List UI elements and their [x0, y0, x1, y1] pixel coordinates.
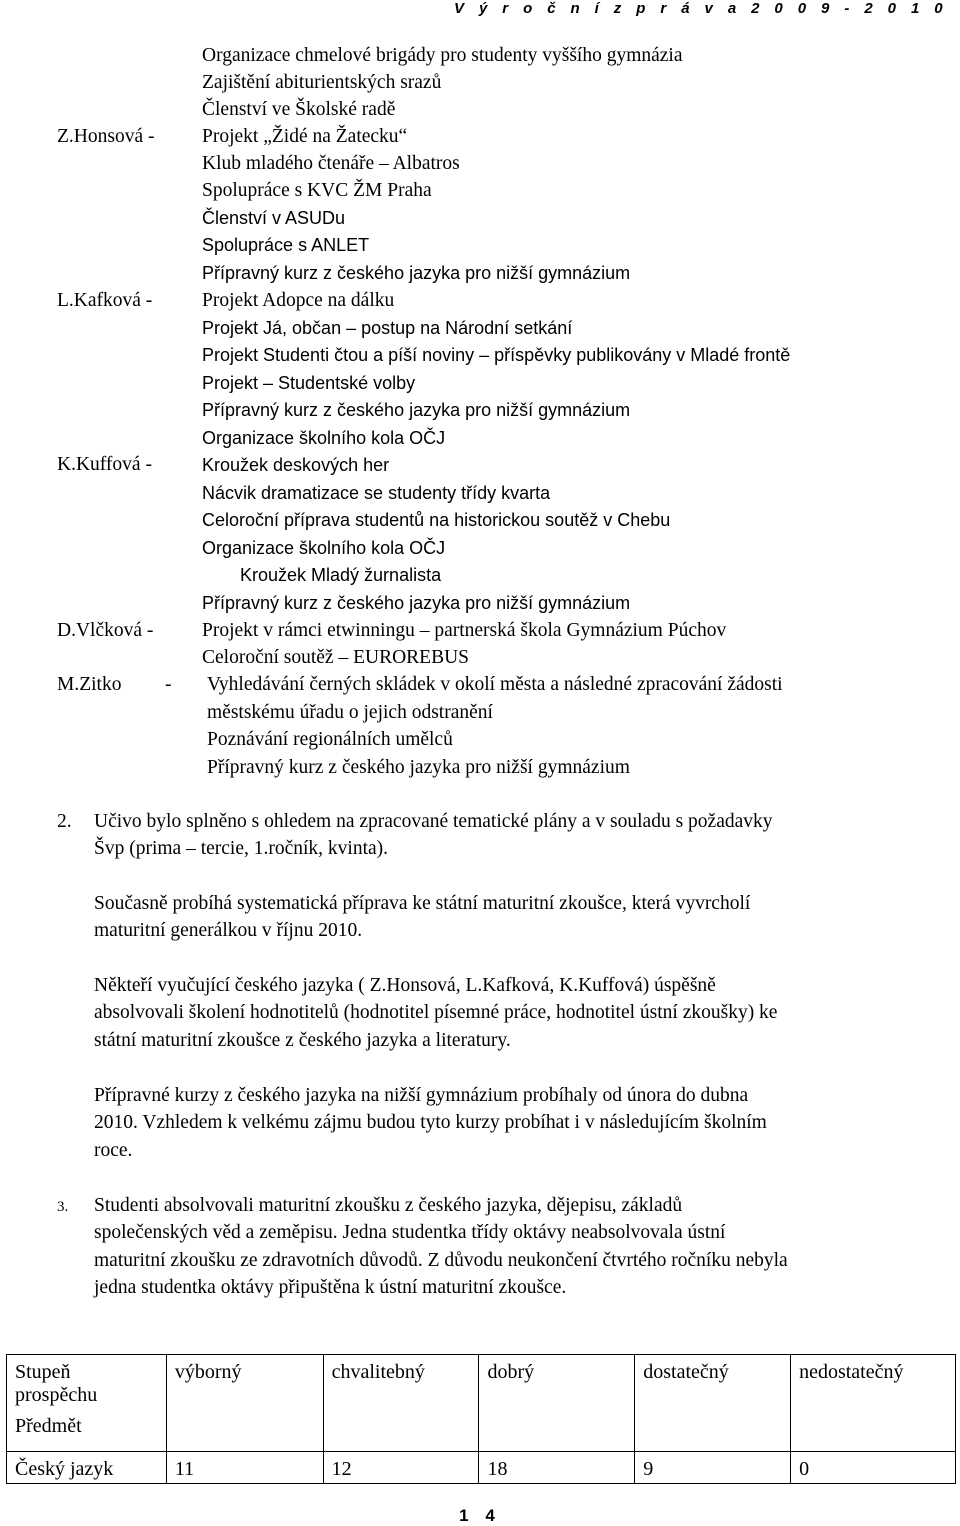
list-item: Přípravný kurz z českého jazyka pro nižší gymnázium [207, 757, 630, 778]
header-label-line: Stupeň [15, 1361, 71, 1383]
name-dash: - [165, 674, 172, 695]
grades-table [6, 1354, 956, 1484]
page-number: 1 4 [459, 1506, 501, 1525]
section-number-2: 2. [57, 811, 72, 832]
table-row [7, 1452, 956, 1484]
table-cell: 18 [479, 1452, 635, 1484]
paragraph-line: Učivo bylo splněno s ohledem na zpracované tematické plány a v souladu s požadavky [94, 811, 773, 832]
list-item: Přípravný kurz z českého jazyka pro nižší gymnázium [202, 400, 631, 420]
paragraph [94, 1082, 767, 1164]
paragraph-line: společenských věd a zeměpisu. Jedna studentka třídy oktávy neabsolvovala ústní [94, 1222, 726, 1244]
section-number-3: 3. [57, 1199, 69, 1215]
paragraph-line: absolvovali školení hodnotitelů (hodnotitel písemné práce, hodnotitel ústní zkoušky) ke [94, 1002, 778, 1024]
paragraph-line: 2010. Vzhledem k velkému zájmu budou tyto kurzy probíhat i v následujícím školním [94, 1112, 767, 1134]
table-cell: 11 [166, 1452, 323, 1484]
list-item: Poznávání regionálních umělců [207, 729, 453, 750]
list-item: Členství ve Školské radě [202, 99, 396, 120]
list-item: Vyhledávání černých skládek v okolí města a následné zpracování žádosti [207, 674, 783, 695]
table-corner-cell [7, 1355, 167, 1452]
teacher-name-vlckova: D.Vlčková - [57, 620, 154, 641]
paragraph [94, 890, 750, 945]
teacher-name-honsova: Z.Honsová - [57, 126, 155, 147]
table-header-row [7, 1355, 956, 1452]
list-item: Projekt „Židé na Žatecku“ [202, 126, 408, 147]
table-cell: 12 [323, 1452, 479, 1484]
paragraph [94, 1192, 788, 1302]
list-item: Projekt Studenti čtou a píší noviny – příspěvky publikovány v Mladé frontě [202, 345, 791, 365]
list-item: Klub mladého čtenáře – Albatros [202, 153, 460, 174]
paragraph-line: Studenti absolvovali maturitní zkoušku z českého jazyka, dějepisu, základů [94, 1195, 683, 1216]
column-header: chvalitebný [323, 1355, 479, 1452]
paragraph-line: Současně probíhá systematická příprava ke státní maturitní zkoušce, která vyvrcholí [94, 893, 751, 914]
paragraph-line: Někteří vyučující českého jazyka ( Z.Honsová, L.Kafková, K.Kuffová) úspěšně [94, 975, 716, 996]
teacher-name-zitko: M.Zitko [57, 674, 122, 695]
paragraph-line: státní maturitní zkoušce z českého jazyka a literatury. [94, 1029, 511, 1051]
list-item: Zajištění abiturientských srazů [202, 72, 442, 93]
column-header: dostatečný [635, 1355, 791, 1452]
list-item: Projekt – Studentské volby [202, 373, 416, 393]
list-item: Celoroční soutěž – EUROREBUS [202, 647, 470, 668]
list-item: Celoroční příprava studentů na historickou soutěž v Chebu [202, 510, 671, 530]
paragraph-line: maturitní generálkou v říjnu 2010. [94, 920, 363, 942]
list-item: Projekt v rámci etwinningu – partnerská škola Gymnázium Púchov [202, 620, 727, 641]
row-subject: Český jazyk [7, 1452, 167, 1484]
list-item: Kroužek Mladý žurnalista [240, 565, 442, 585]
list-item: městskému úřadu o jejich odstranění [207, 702, 493, 723]
paragraph [94, 972, 777, 1054]
table-cell: 0 [791, 1452, 956, 1484]
list-item: Nácvik dramatizace se studenty třídy kvarta [202, 483, 551, 503]
table-cell: 9 [635, 1452, 791, 1484]
paragraph-line: Švp (prima – tercie, 1.ročník, kvinta). [94, 838, 389, 860]
column-header: nedostatečný [791, 1355, 956, 1452]
column-header: výborný [166, 1355, 323, 1452]
column-header: dobrý [479, 1355, 635, 1452]
paragraph-line: jedna studentka oktávy připuštěna k ústní maturitní zkoušce. [94, 1277, 567, 1299]
header-label-line: Předmět [15, 1415, 82, 1437]
list-item: Spolupráce s ANLET [202, 235, 370, 255]
paragraph-line: roce. [94, 1139, 133, 1161]
list-item: Projekt Adopce na dálku [202, 290, 395, 311]
list-item: Organizace školního kola OČJ [202, 428, 446, 448]
header-label-line: prospěchu [15, 1384, 98, 1406]
list-item: Kroužek deskových her [202, 455, 390, 475]
list-item: Přípravný kurz z českého jazyka pro nižší gymnázium [202, 593, 631, 613]
list-item: Organizace chmelové brigády pro studenty vyššího gymnázia [202, 45, 683, 66]
paragraph-line: maturitní zkoušku ze zdravotních důvodů. Z důvodu neukončení čtvrtého ročníku nebyla [94, 1249, 788, 1271]
report-header: V ý r o č n í z p r á v a 2 0 0 9 - 2 0 1 0 [454, 0, 948, 17]
list-item: Projekt Já, občan – postup na Národní setkání [202, 318, 573, 338]
teacher-name-kuffova: K.Kuffová - [57, 454, 152, 475]
paragraph-line: Přípravné kurzy z českého jazyka na nižší gymnázium probíhaly od února do dubna [94, 1085, 749, 1106]
list-item: Spolupráce s KVC ŽM Praha [202, 180, 432, 201]
list-item: Členství v ASUDu [202, 208, 346, 228]
list-item: Přípravný kurz z českého jazyka pro nižší gymnázium [202, 263, 631, 283]
list-item: Organizace školního kola OČJ [202, 538, 446, 558]
teacher-name-kafkova: L.Kafková - [57, 290, 153, 311]
paragraph [94, 808, 773, 863]
